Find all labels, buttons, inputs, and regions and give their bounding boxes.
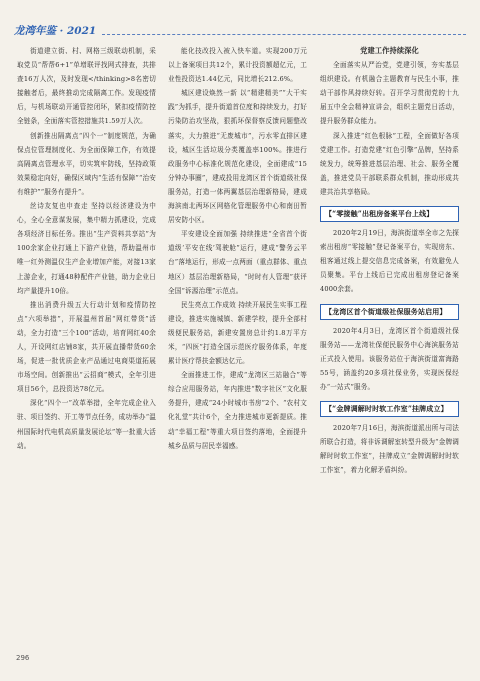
paragraph: 创新推出隔离点“四个一”制度规范，为确保点位管理制度化、为全面保障工作，有效提高隔离点管理水平，切实筑牢防线，坚持政策效果稳定向好，确保区域内“生活有保障”“治安有维护”“服务有提升”。 bbox=[17, 131, 156, 196]
paragraph: 民生亮点工作成效 持续开展民生实事工程建设，推进实施城镇、新建学校，提升全部村级便民服务站，新建安置房总计约1.8万平方米，“四医”打造全国示范医疗服务体系，年度累计医疗帮扶金额达亿元。 bbox=[168, 300, 307, 366]
paragraph: 深入推进“红色根脉”工程，全面做好各项党建工作。打造党建“红色引擎”品牌，坚持系统发力，统筹推进基层治理、社会、服务全覆盖，推进党员干部联系群众机制，推动形成共建共治共享格局。 bbox=[320, 131, 459, 196]
news-box-title: 【“金牌调解时时软工作室”挂牌成立】 bbox=[320, 401, 459, 417]
header-title: 龙湾年鉴 · 2021 bbox=[14, 25, 97, 37]
section-title: 党建工作持续深化 bbox=[360, 46, 419, 55]
paragraph: 丝诗友复也申查走 坚持以经济建设为中心，全心全意谋发展，集中精力抓建设，完成各项经济目标任务。推出“生产资料共享站”为100余家企业打通上下游产业链，帮助温州市唯一红外测温仪生产企业增加产能，对接13家上游企业，打通48种配件产业链，助力企业日均产量提升10倍。 bbox=[17, 202, 156, 295]
paragraph: 深化“四个一”改革举措，全年完成企业入驻、项目签约、开工等节点任务，成功举办“温州国际时代电机高质量发展论坛”等一批重大活动。 bbox=[17, 399, 156, 450]
paragraph: 全面推进工作，建成“龙湾区三站融合”等综合应用服务站，年内推进“数字社区”文化服务提升，建成“24小时城市书房”2个、“农村文化礼堂”共计6个，全力推进城市更新提质。推动“幸福工程”等重大项目签约落地，全面提升城乡品质与居民幸福感。 bbox=[168, 371, 307, 450]
paragraph: 城区建设焕然一新 以“精建精美”“大干实践”为抓手，提升街道首位度和持续发力，打好污染防治攻坚战，狠抓环保督察反馈问题整改落实，大力推进“无废城市”，污水零直排区建设，城区生活垃圾分类覆盖率100%。推进行政服务中心标准化规范化建设，全面建成“15分钟办事圈”，建成投用龙湾区首个街道级社保服务站，打造一体两翼基层治理新格局，建成海滨南北两环区网格化管理服务中心和南田暂居安防小区。 bbox=[168, 89, 307, 225]
column-left bbox=[17, 44, 156, 453]
paragraph: 全面落实从严治党，党建引领，夯实基层组织建设。有机融合主题教育与民生小事，推动干部作风持续好转。召开学习贯彻党的十九届五中全会精神宣讲会，组织主题党日活动，提升服务群众能力。 bbox=[320, 61, 459, 126]
news-box-title: 【龙湾区首个街道级社保服务站启用】 bbox=[320, 304, 459, 320]
header-rule bbox=[102, 34, 466, 35]
news-box-text: 2020年7月16日，海滨街道派出所与司法所联合打造，将非诉调解室转型升级为“金牌调解时时软工作室”，挂牌成立“金牌调解时时软工作室”，着力化解矛盾纠纷。 bbox=[320, 423, 459, 475]
paragraph: 平安建设全面加强 持续推进“全省首个街道级‘平安在线’驾驶舱”运行，建成“警务云平台”落地运行，形成一点两面（重点群体、重点地区）基层治理新格局，“时时有人管理”获评全国“诉源治理”示范点。 bbox=[168, 230, 307, 295]
column-middle bbox=[168, 44, 307, 453]
page-number: 296 bbox=[16, 654, 30, 662]
paragraph: 街道建立街、村、网格三级联动机制，采取党员“帮帮6+1”单增联评找网式排查，共排查16万人次，及时发现</thinking>8名密切接触者后，最终推动完成隔离工作。发现疫情后，与机场联动开通管控闭环，紧扣疫情防控全链条，全面落实管控措施共1.59万人次。 bbox=[17, 47, 156, 126]
news-box-title: 【“零接触”出租房备案平台上线】 bbox=[320, 206, 459, 222]
paragraph: 能化技改投入被入快车道。实现200万元以上备案项目共12个，累计投资额超亿元，工业性投资达1.44亿元，同比增长212.6%。 bbox=[168, 47, 307, 84]
news-box-text: 2020年2月19日，海滨街道率全市之先探索出租房“零接触”登记备案平台，实现房东、租客通过线上提交信息完成备案，有效避免人员聚集。平台上线后已完成出租房登记备案4000余套。 bbox=[320, 229, 459, 294]
column-right bbox=[320, 44, 459, 477]
paragraph: 推出消费升级五大行动计划和疫情防控点“六项举措”，开展温州首届“网红带货”活动，全力打造“三个100”活动，培育网红40余人，开设网红店铺8家，共开展直播带货60余场，促进一批优质企业产品通过电商渠道拓展市场空间。创新推出“云招商”模式，全年引进项目56个，总投资达78亿元。 bbox=[17, 300, 156, 394]
running-header bbox=[14, 22, 466, 38]
news-box-text: 2020年4月3日，龙湾区首个街道级社保服务站——龙湾社保便民服务中心海滨服务站正式投入使用。该服务站位于海滨街道富海路55号，涵盖约20多项社保业务，实现医保经办“一站式”服务。 bbox=[320, 326, 459, 391]
